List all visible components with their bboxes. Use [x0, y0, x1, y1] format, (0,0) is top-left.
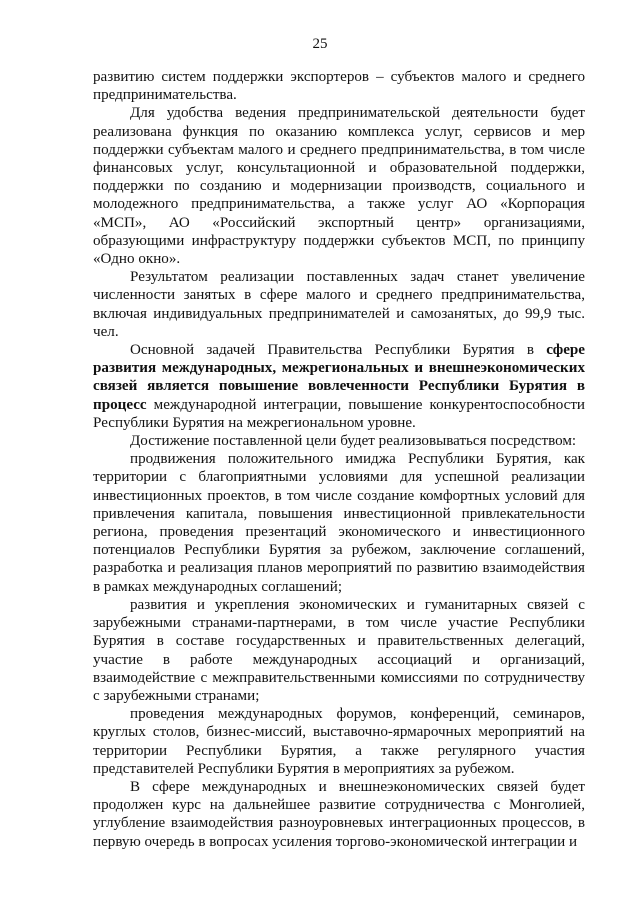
main-task-bold: сфере развития международных, межрегиональных и внешнеэкономических связей является повышение вовлеченности Республики Бурятия в процесс: [93, 342, 585, 413]
paragraph-export-support: развитию систем поддержки экспортеров – субъектов малого и среднего предпринимательства.: [93, 69, 585, 104]
paragraph-one-window-services: Для удобства ведения предпринимательской деятельности будет реализована функция по оказанию комплекса услуг, сервисов и мер поддержки субъектам малого и среднего предпринимательства, в том числе финансовых услуг, консультационной и образовательной поддержки, поддержки по созданию и модернизации производств, социального и молодежного предпринимательства, а также услуг АО «Корпорация «МСП», АО «Российский экспортный центр» организациями, образующими инфраструктуру поддержки субъектов МСП, по принципу «Одно окно».: [93, 105, 585, 268]
paragraph-employment-result: Результатом реализации поставленных задач станет увеличение численности занятых в сфере малого и среднего предпринимательства, включая индивидуальных предпринимателей и самозанятых, до 99,9 тыс. чел.: [93, 269, 585, 340]
paragraph-forums: проведения международных форумов, конференций, семинаров, круглых столов, бизнес-миссий, выставочно-ярмарочных мероприятий на территории Республики Бурятия, а также регулярного участия представителей Республики Бурятия в мероприятиях за рубежом.: [93, 706, 585, 777]
page-number: 25: [312, 36, 328, 52]
main-task-intro: Основной задачей Правительства Республики Бурятия в: [130, 342, 547, 359]
main-task-rest: международной интеграции, повышение конкурентоспособности Республики Бурятия на межрегиональном уровне.: [93, 396, 585, 431]
paragraph-achievement-means: Достижение поставленной цели будет реализовываться посредством:: [130, 433, 577, 450]
paragraph-image-promotion: продвижения положительного имиджа Республики Бурятия, как территории с благоприятными условиями для успешной реализации инвестиционных проектов, в том числе создание комфортных условий для привлечения капитала, повышения инвестиционной привлекательности региона, проведения презентаций экономического и инвестиционного потенциалов Республики Бурятия за рубежом, заключение соглашений, разработка и реализация планов мероприятий по развитию взаимодействия в рамках международных соглашений;: [93, 451, 585, 595]
paragraph-mongolia-cooperation: В сфере международных и внешнеэкономических связей будет продолжен курс на дальнейшее развитие сотрудничества с Монголией, углубление взаимодействия разноуровневых интеграционных процессов, в первую очередь в вопросах усиления торгово-экономической интеграции и: [93, 778, 585, 850]
paragraph-foreign-ties: развития и укрепления экономических и гуманитарных связей с зарубежными странами-партнерами, в том числе участие Республики Бурятия в составе государственных и правительственных делегаций, участие в работе международных ассоциаций и организаций, взаимодействие с межправительственными комиссиями по сотрудничеству с зарубежными странами;: [93, 596, 585, 704]
paragraph-main-task: [93, 341, 585, 432]
body-text: [93, 68, 585, 851]
